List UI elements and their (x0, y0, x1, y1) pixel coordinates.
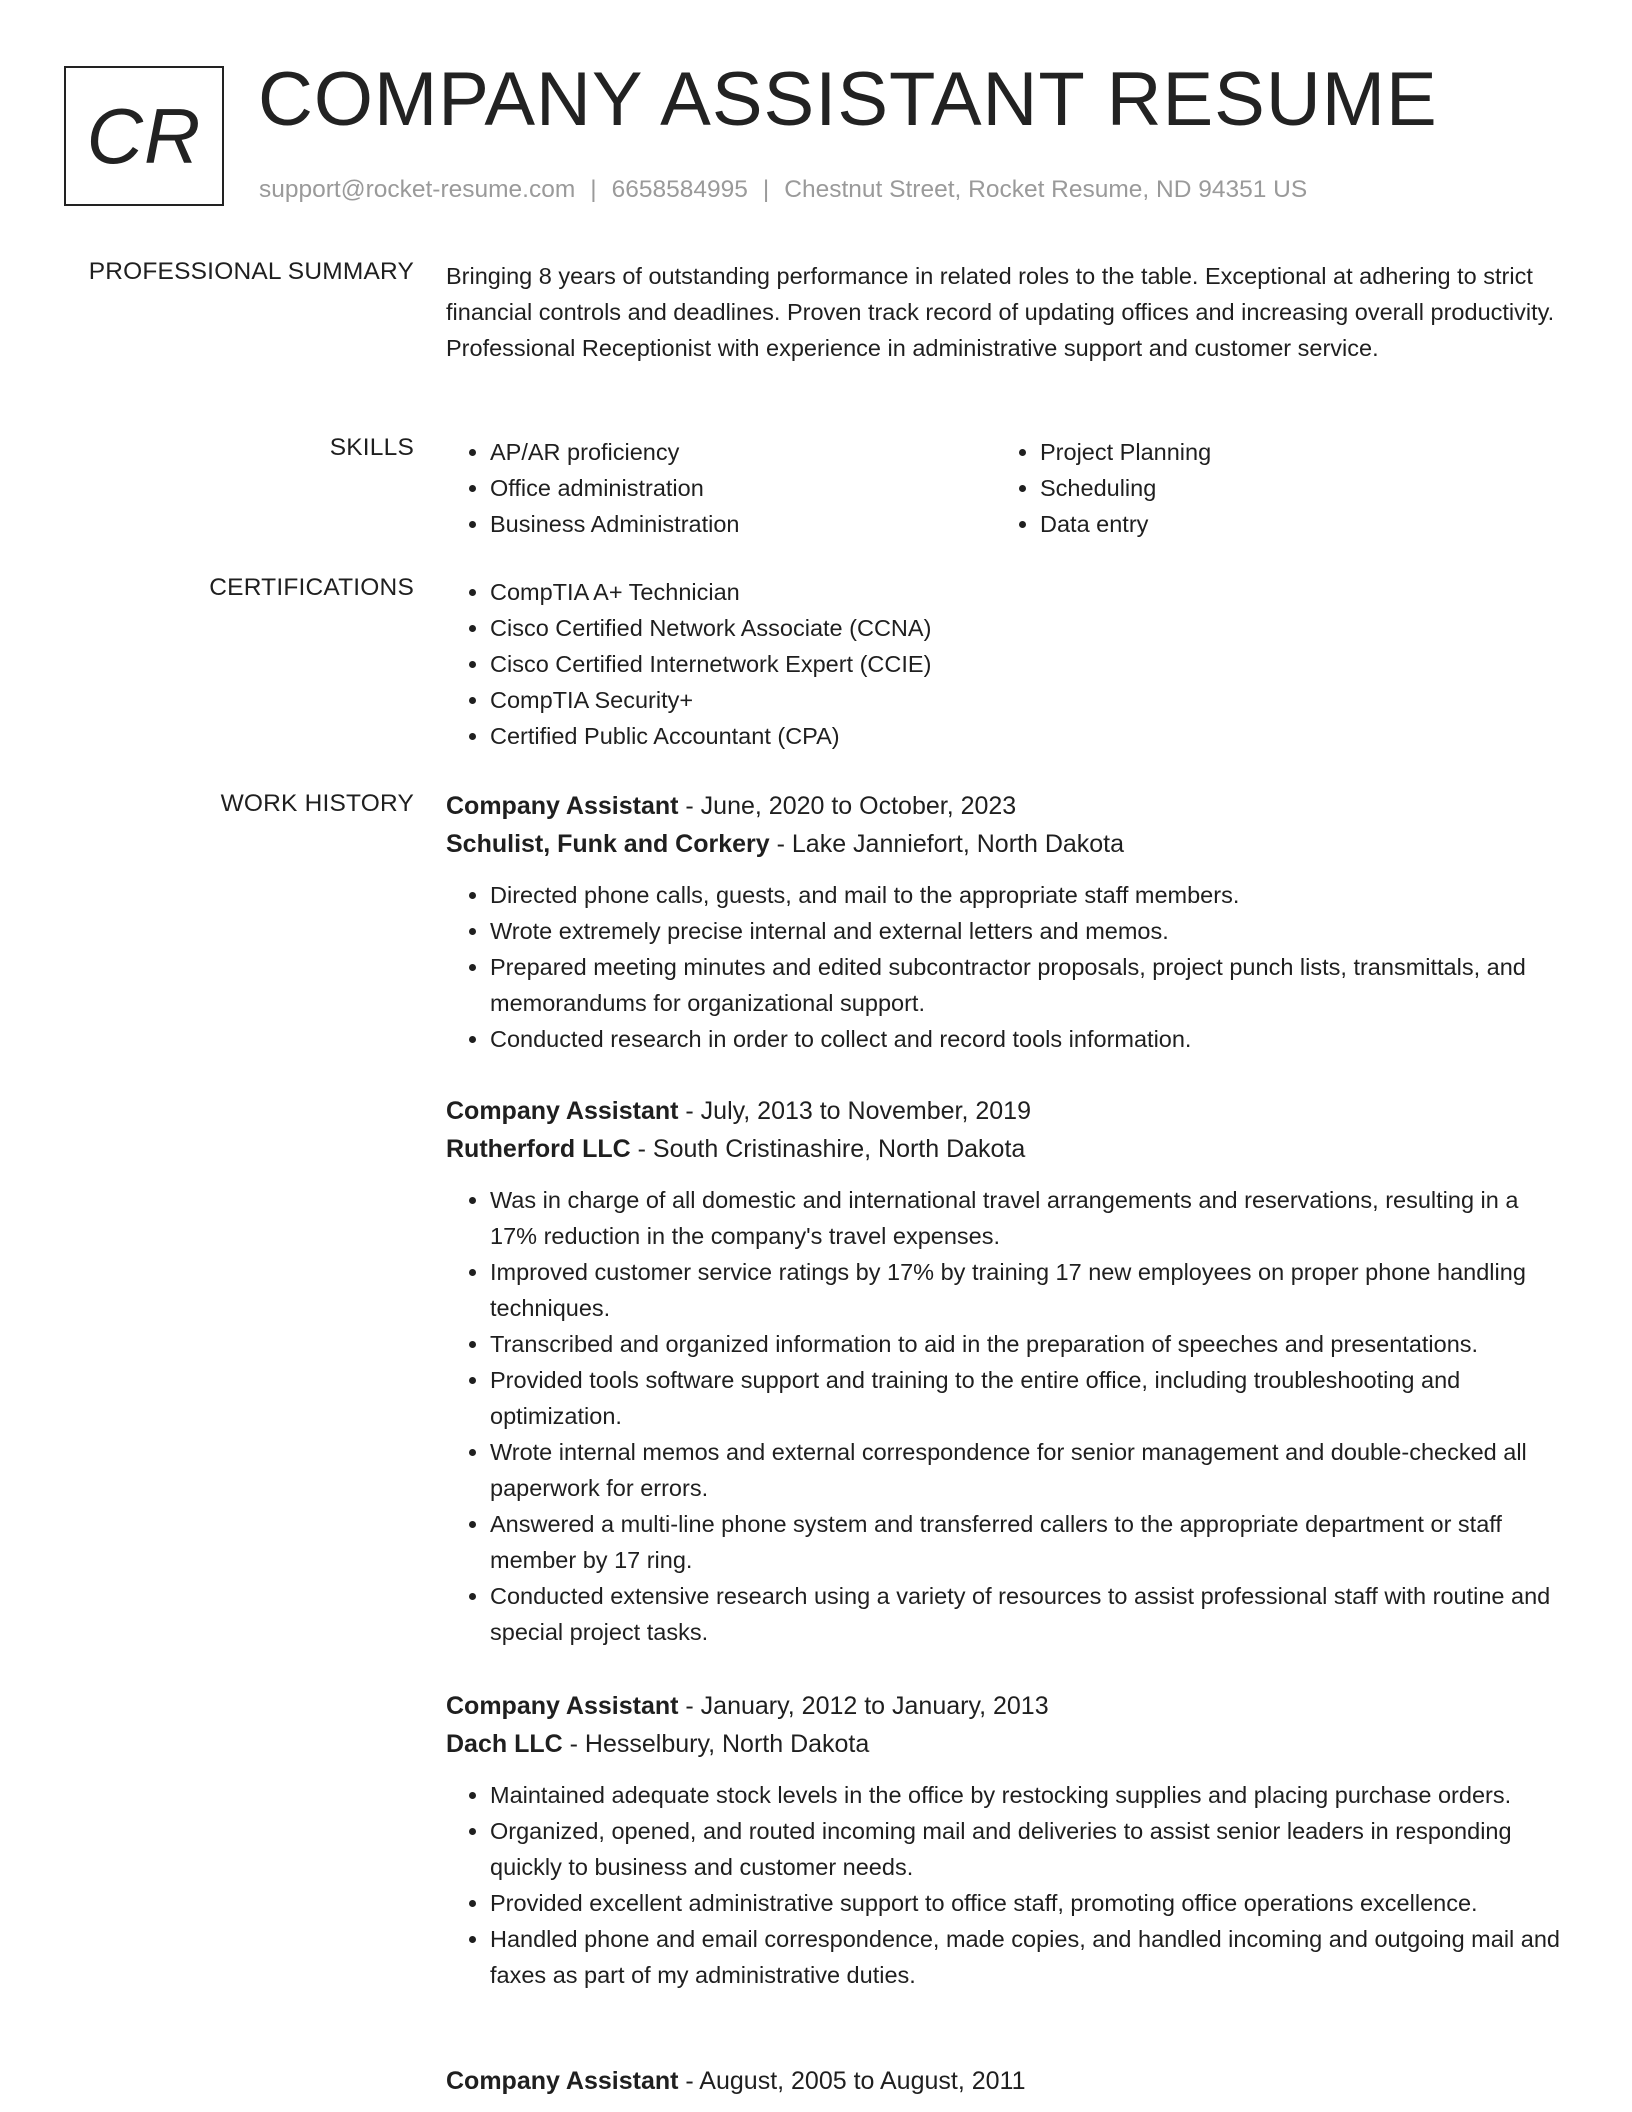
summary-body (446, 258, 1566, 366)
job-bullet: • Organized, opened, and routed incoming mail and deliveries to assist senior leaders in responding quickly to business and customer needs. (490, 1813, 1566, 1885)
certification-item: • CompTIA Security+ (490, 682, 1566, 718)
job-bullet: • Maintained adequate stock levels in the office by restocking supplies and placing purchase orders. (490, 1777, 1566, 1813)
monogram-logo: CR (64, 66, 224, 206)
job-bullets (446, 1777, 1566, 1993)
contact-address: Chestnut Street, Rocket Resume, ND 94351 US (784, 176, 1308, 203)
skill-item: • Data entry (1040, 506, 1546, 542)
job-entry (446, 1092, 1566, 1650)
job-dates: - June, 2020 to October, 2023 (678, 792, 1017, 820)
job-bullet: • Provided tools software support and training to the entire office, including troubleshooting and optimization. (490, 1362, 1566, 1434)
certification-item: • Certified Public Accountant (CPA) (490, 718, 1566, 754)
skill-item: • AP/AR proficiency (490, 434, 996, 470)
job-dates: - January, 2012 to January, 2013 (678, 1692, 1049, 1720)
job-role: Company Assistant (446, 1692, 679, 1720)
job-company: Rutherford LLC (446, 1135, 631, 1163)
contact-line (259, 176, 1307, 204)
job-role: Company Assistant (446, 1097, 679, 1125)
job-bullets (446, 877, 1566, 1057)
job-location: - South Cristinashire, North Dakota (630, 1135, 1026, 1163)
job-role-line (446, 1687, 1566, 1725)
skill-item: • Business Administration (490, 506, 996, 542)
skills-columns (446, 434, 1546, 542)
skills-list-right (996, 434, 1546, 542)
job-bullet: • Directed phone calls, guests, and mail to the appropriate staff members. (490, 877, 1566, 913)
job-entry (446, 2062, 1566, 2100)
skills-heading: SKILLS (329, 434, 414, 461)
summary-heading: PROFESSIONAL SUMMARY (88, 258, 414, 285)
job-entry (446, 1687, 1566, 1993)
certification-item: • CompTIA A+ Technician (490, 574, 1566, 610)
job-location: - Lake Janniefort, North Dakota (769, 830, 1125, 858)
job-company: Schulist, Funk and Corkery (446, 830, 770, 858)
certifications-list (446, 574, 1566, 754)
skill-item: • Scheduling (1040, 470, 1546, 506)
job-bullets (446, 1182, 1566, 1650)
contact-phone: 6658584995 (611, 176, 748, 203)
certification-item: • Cisco Certified Network Associate (CCNA) (490, 610, 1566, 646)
job-dates: - August, 2005 to August, 2011 (678, 2067, 1026, 2095)
job-entry (446, 787, 1566, 1057)
job-bullet: • Conducted research in order to collect and record tools information. (490, 1021, 1566, 1057)
skill-item: • Office administration (490, 470, 996, 506)
resume-title: COMPANY ASSISTANT RESUME (258, 57, 1438, 142)
job-company-line (446, 1130, 1566, 1168)
job-company-line (446, 1725, 1566, 1763)
job-bullet: • Handled phone and email correspondence, made copies, and handled incoming and outgoing mail and faxes as part of my administrative duties. (490, 1921, 1566, 1993)
job-role-line (446, 2062, 1566, 2100)
job-bullet: • Prepared meeting minutes and edited subcontractor proposals, project punch lists, transmittals, and memorandums for organizational support. (490, 949, 1566, 1021)
job-dates: - July, 2013 to November, 2019 (678, 1097, 1031, 1125)
job-role-line (446, 787, 1566, 825)
job-role: Company Assistant (446, 792, 679, 820)
skill-item: • Project Planning (1040, 434, 1546, 470)
job-bullet: • Improved customer service ratings by 17% by training 17 new employees on proper phone handling techniques. (490, 1254, 1566, 1326)
job-bullet: • Wrote internal memos and external correspondence for senior management and double-checked all paperwork for errors. (490, 1434, 1566, 1506)
summary-text: Bringing 8 years of outstanding performance in related roles to the table. Exceptional at adhering to strict financial controls and deadlines. Proven track record of updating offices and increasing overall productivity. Professional Receptionist with experience in administrative support and customer service. (446, 263, 1555, 361)
certification-item: • Cisco Certified Internetwork Expert (CCIE) (490, 646, 1566, 682)
job-bullet: • Was in charge of all domestic and international travel arrangements and reservations, resulting in a 17% reduction in the company's travel expenses. (490, 1182, 1566, 1254)
job-bullet: • Wrote extremely precise internal and external letters and memos. (490, 913, 1566, 949)
certifications-body (446, 574, 1566, 754)
job-company: Dach LLC (446, 1730, 563, 1758)
skills-list-left (446, 434, 996, 542)
job-company-line (446, 825, 1566, 863)
job-role-line (446, 1092, 1566, 1130)
contact-separator: | (762, 176, 770, 203)
job-role: Company Assistant (446, 2067, 679, 2095)
job-bullet: • Answered a multi-line phone system and transferred callers to the appropriate department or staff member by 17 ring. (490, 1506, 1566, 1578)
certifications-heading: CERTIFICATIONS (209, 574, 414, 601)
job-location: - Hesselbury, North Dakota (562, 1730, 870, 1758)
work-history-heading: WORK HISTORY (220, 790, 414, 817)
skills-body (446, 434, 1566, 542)
job-bullet: • Transcribed and organized information to aid in the preparation of speeches and presentations. (490, 1326, 1566, 1362)
contact-separator: | (590, 176, 597, 203)
job-bullet: • Provided excellent administrative support to office staff, promoting office operations excellence. (490, 1885, 1566, 1921)
contact-email: support@rocket-resume.com (259, 176, 576, 203)
job-bullet: • Conducted extensive research using a variety of resources to assist professional staff with routine and special project tasks. (490, 1578, 1566, 1650)
